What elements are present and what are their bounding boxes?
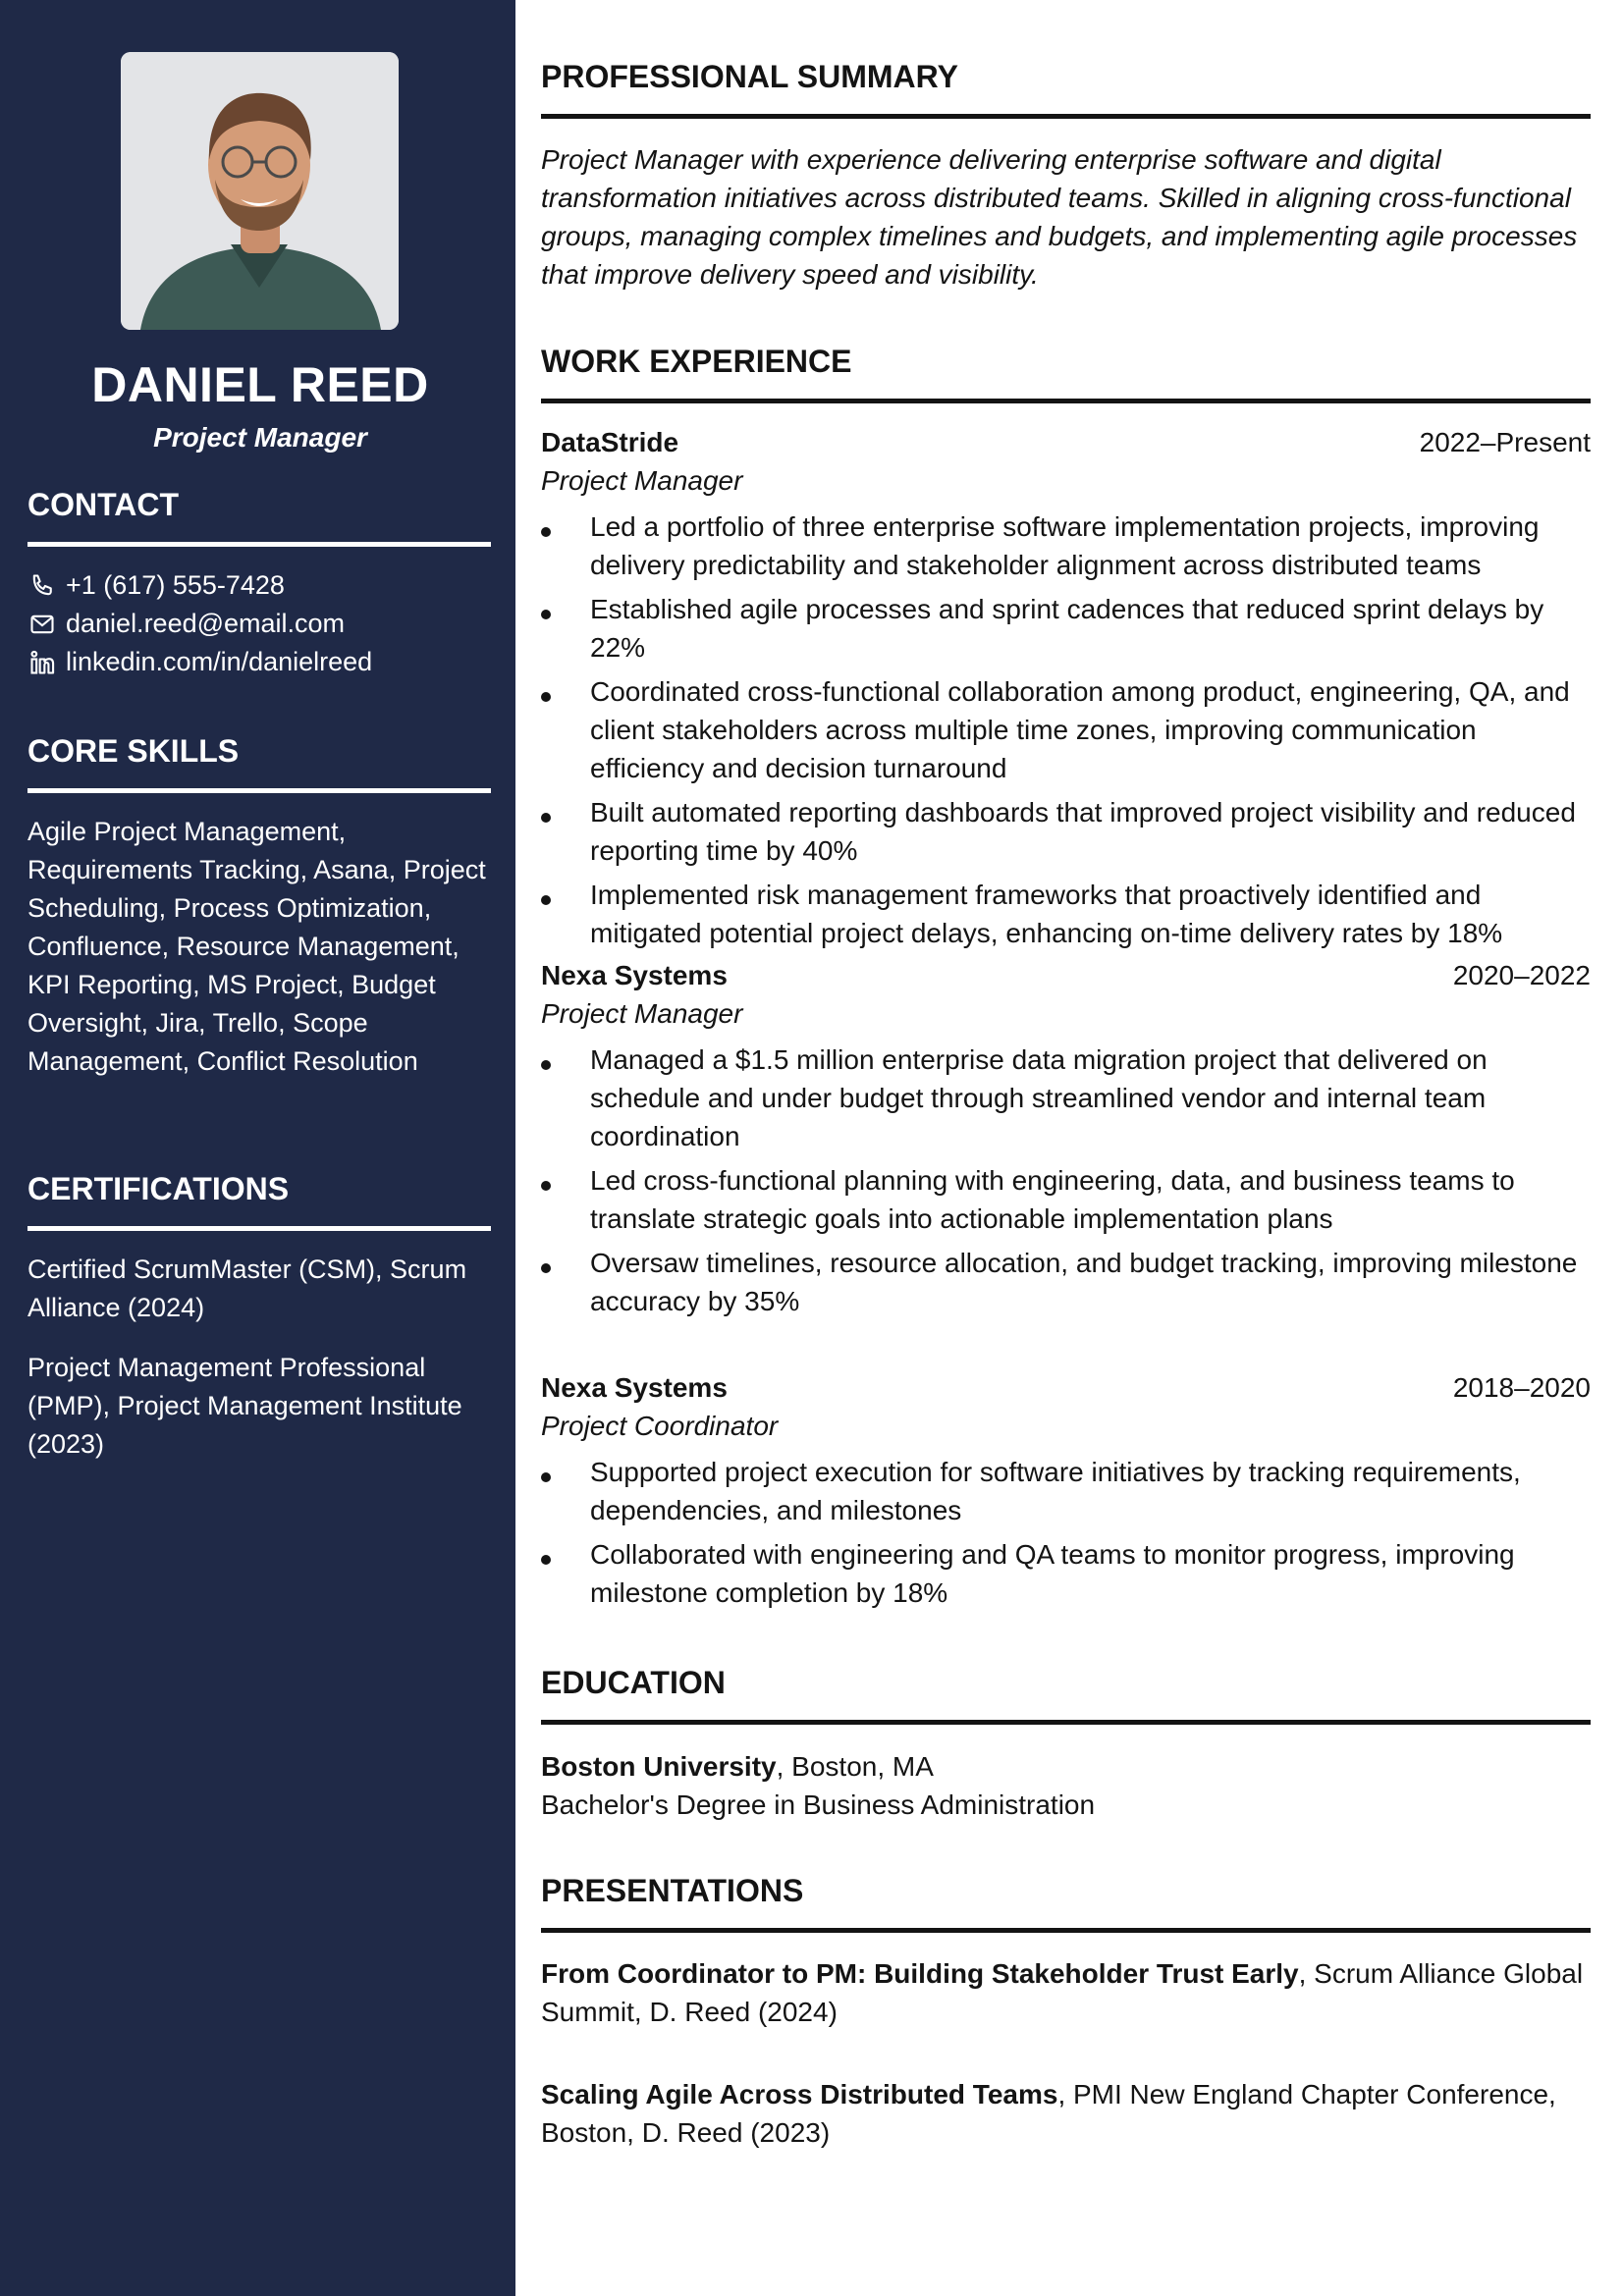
job-company: Nexa Systems xyxy=(541,960,728,990)
contact-phone xyxy=(27,566,491,605)
skills-section xyxy=(27,731,491,1081)
job-title: Project Coordinator xyxy=(541,1411,779,1441)
job-dates: 2020–2022 xyxy=(1452,960,1591,990)
candidate-name: DANIEL REED xyxy=(91,357,429,412)
contact-section xyxy=(27,485,491,681)
job-bullet: Led cross-functional planning with engineering, data, and business teams to translate strategic goals into actionable implementation plans xyxy=(541,1161,1591,1238)
job-dates: 2022–Present xyxy=(1419,427,1591,457)
contact-linkedin xyxy=(27,643,491,681)
summary-heading: PROFESSIONAL SUMMARY xyxy=(541,57,1591,119)
job-entry xyxy=(541,423,1591,958)
job-bullet: Oversaw timelines, resource allocation, and budget tracking, improving milestone accuracy by 35% xyxy=(541,1244,1591,1320)
job-company: DataStride xyxy=(541,427,679,457)
education-location: , Boston, MA xyxy=(776,1751,934,1782)
experience-heading: WORK EXPERIENCE xyxy=(541,342,1591,403)
certifications-heading: CERTIFICATIONS xyxy=(27,1169,491,1231)
skills-list: Agile Project Management, Requirements Tracking, Asana, Project Scheduling, Process Optimization, Confluence, Resource Management, KPI Reporting, MS Project, Budget Oversight, Jira, Trello, Scope Management, Conflict Resolution xyxy=(27,817,486,1076)
certifications-section xyxy=(27,1169,491,1464)
education-heading: EDUCATION xyxy=(541,1663,1591,1725)
job-dates: 2018–2020 xyxy=(1452,1372,1591,1403)
education-degree: Bachelor's Degree in Business Administration xyxy=(541,1789,1096,1820)
email-address[interactable]: daniel.reed@email.com xyxy=(66,609,346,638)
job-bullet: Coordinated cross-functional collaboration among product, engineering, QA, and client stakeholders across multiple time zones, improving communication efficiency and decision turnaround xyxy=(541,672,1591,787)
profile-photo xyxy=(121,52,399,330)
job-bullet: Managed a $1.5 million enterprise data migration project that delivered on schedule and under budget through streamlined vendor and internal team coordination xyxy=(541,1041,1591,1155)
candidate-role: Project Manager xyxy=(153,422,367,453)
presentation-title: Scaling Agile Across Distributed Teams xyxy=(541,2079,1058,2109)
education-school: Boston University xyxy=(541,1751,777,1782)
summary-text: Project Manager with experience delivering enterprise software and digital transformation initiatives across distributed teams. Skilled in aligning cross-functional groups, managing complex timelines and budgets, and implementing agile processes that improve delivery speed and visibility. xyxy=(541,144,1578,290)
job-bullets xyxy=(541,1453,1591,1612)
contact-heading: CONTACT xyxy=(27,485,491,547)
job-bullet: Implemented risk management frameworks that proactively identified and mitigated potential project delays, enhancing on-time delivery rates by 18% xyxy=(541,876,1591,952)
contact-email xyxy=(27,605,491,643)
linkedin-icon xyxy=(27,649,57,676)
job-entry xyxy=(541,956,1591,1326)
phone-number[interactable]: +1 (617) 555-7428 xyxy=(66,570,285,600)
presentation-title: From Coordinator to PM: Building Stakeholder Trust Early xyxy=(541,1958,1299,1989)
linkedin-url[interactable]: linkedin.com/in/danielreed xyxy=(66,647,373,676)
presentations-heading: PRESENTATIONS xyxy=(541,1871,1591,1933)
education-entry xyxy=(541,1747,1591,1824)
job-title: Project Manager xyxy=(541,998,743,1029)
sidebar xyxy=(0,0,515,2296)
phone-icon xyxy=(27,572,57,600)
job-bullet: Established agile processes and sprint cadences that reduced sprint delays by 22% xyxy=(541,590,1591,667)
skills-heading: CORE SKILLS xyxy=(27,731,491,793)
presentation-details: , PMI New England Chapter Conference, Boston, D. Reed (2023) xyxy=(541,2079,1556,2148)
job-title: Project Manager xyxy=(541,465,743,496)
presentation-item xyxy=(541,2075,1591,2152)
job-bullets xyxy=(541,507,1591,952)
job-bullet: Supported project execution for software initiatives by tracking requirements, dependencies, and milestones xyxy=(541,1453,1591,1529)
job-bullet: Collaborated with engineering and QA teams to monitor progress, improving milestone completion by 18% xyxy=(541,1535,1591,1612)
email-icon xyxy=(27,611,57,638)
presentation-item xyxy=(541,1954,1591,2031)
presentation-details: , Scrum Alliance Global Summit, D. Reed (2024) xyxy=(541,1958,1584,2027)
job-company: Nexa Systems xyxy=(541,1372,728,1403)
certification-item: Certified ScrumMaster (CSM), Scrum Alliance (2024) xyxy=(27,1255,467,1322)
job-bullet: Led a portfolio of three enterprise software implementation projects, improving delivery predictability and stakeholder alignment across distributed teams xyxy=(541,507,1591,584)
job-entry xyxy=(541,1368,1591,1618)
job-bullets xyxy=(541,1041,1591,1320)
job-bullet: Built automated reporting dashboards that improved project visibility and reduced reporting time by 40% xyxy=(541,793,1591,870)
certification-item: Project Management Professional (PMP), Project Management Institute (2023) xyxy=(27,1353,462,1459)
